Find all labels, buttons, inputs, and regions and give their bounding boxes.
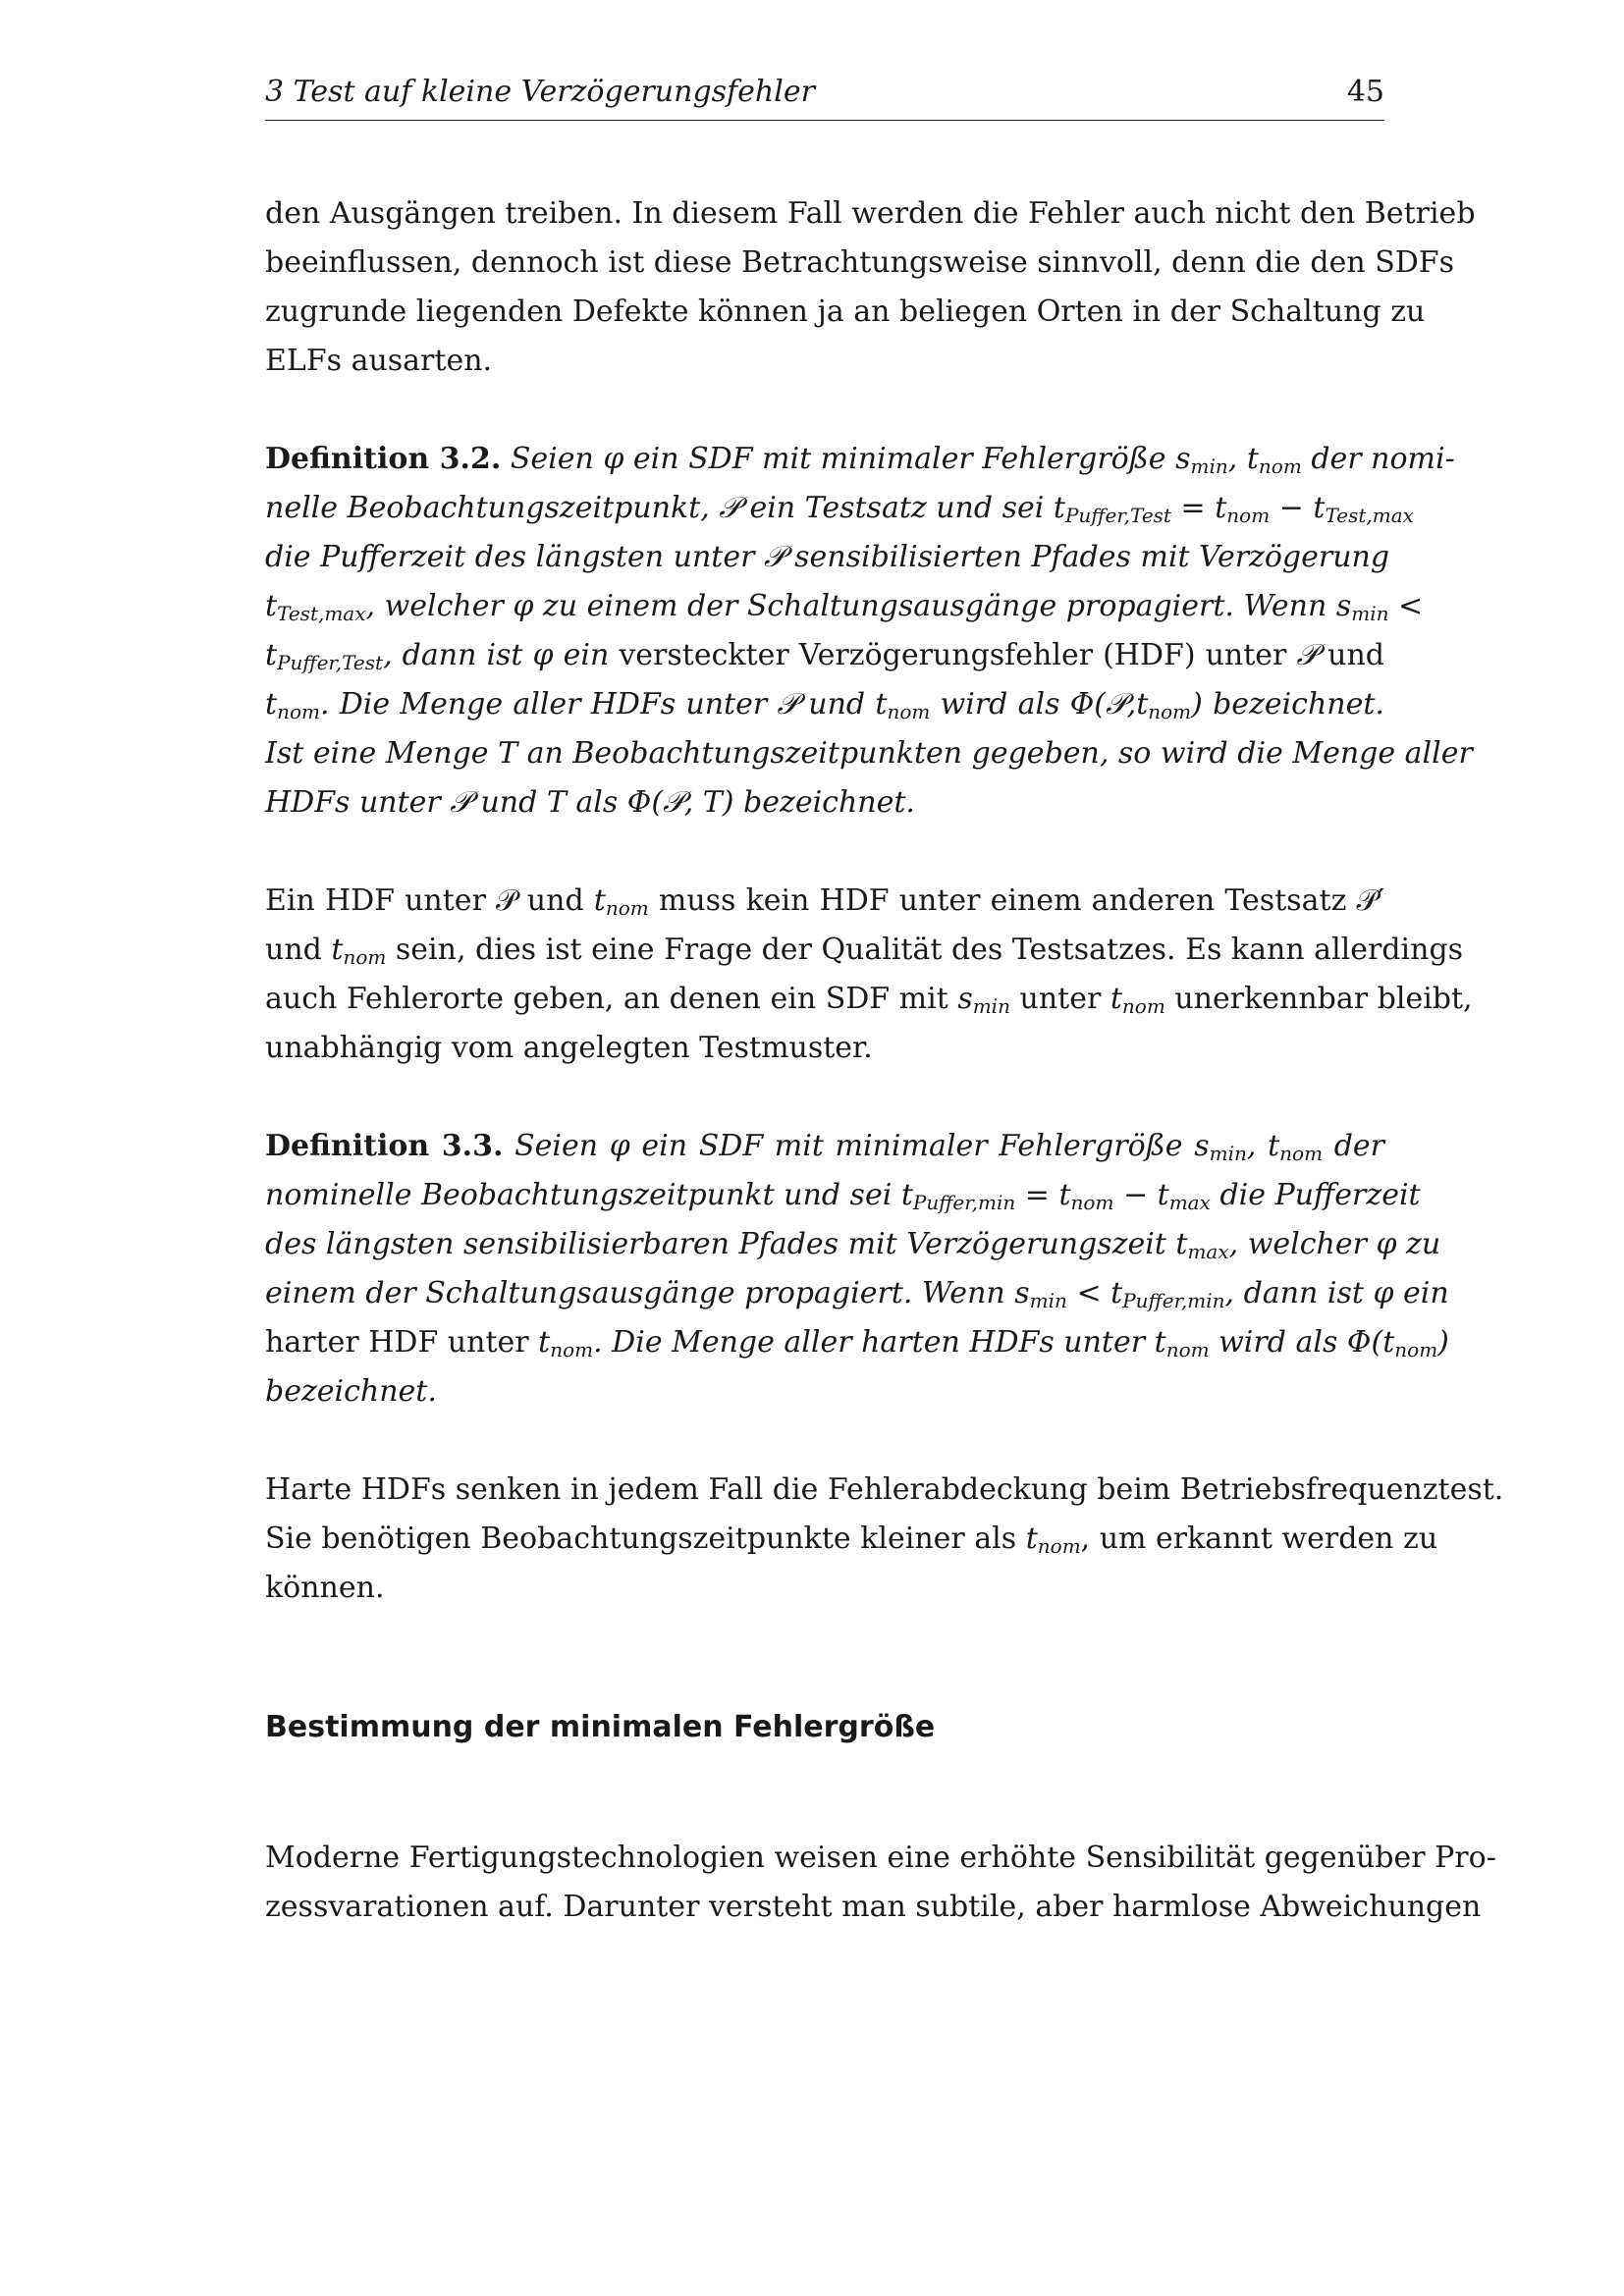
definition-line: $t_{Test,max}$, welcher φ zu einem der Schaltungsausgänge propagiert. Wenn $s_{min}$ < [265, 589, 1424, 625]
definition-line: einem der Schaltungsausgänge propagiert. Wenn $s_{min} < t_{Puffer,min}$, dann ist φ ein [265, 1276, 1449, 1312]
text-line: ELFs ausarten. [265, 344, 493, 378]
text-line: Moderne Fertigungstechnologien weisen eine erhöhte Sensibilität gegenüber Pro- [265, 1841, 1496, 1875]
paragraph-1 [265, 189, 1476, 386]
definition-line: Definition 3.2. Seien φ ein SDF mit minimaler Fehlergröße $s_{min}$, $t_{nom}$ der nomi- [265, 442, 1455, 478]
text-line: können. [265, 1571, 385, 1605]
section-heading: Bestimmung der minimalen Fehlergröße [265, 1710, 936, 1744]
text-line: beeinflussen, dennoch ist diese Betrachtungsweise sinnvoll, denn die den SDFs [265, 245, 1455, 280]
text-line: und $t_{nom}$ sein, dies ist eine Frage der Qualität des Testsatzes. Es kann allerdings [265, 933, 1464, 969]
text-line: Sie benötigen Beobachtungszeitpunkte kleiner als $t_{nom}$, um erkannt werden zu [265, 1522, 1438, 1558]
definition-line: $t_{nom}$. Die Menge aller HDFs unter 𝒫 und $t_{nom}$ wird als $\Phi(𝒫,t_{nom})$ bezeichnet. [265, 687, 1384, 723]
definition-label: Definition 3.3. [265, 1129, 504, 1163]
paragraph-4 [265, 1834, 1496, 1932]
text-line: Harte HDFs senken in jedem Fall die Fehlerabdeckung beim Betriebsfrequenztest. [265, 1472, 1504, 1507]
definition-line: nominelle Beobachtungszeitpunkt und sei $t_{Puffer,min} = t_{nom} - t_{max}$ die Pufferzeit [265, 1178, 1421, 1214]
text-line: unabhängig vom angelegten Testmuster. [265, 1031, 873, 1065]
definition-3-2 [265, 435, 1473, 828]
paragraph-3 [265, 1466, 1504, 1613]
definition-label: Definition 3.2. [265, 442, 502, 476]
text-line: auch Fehlerorte geben, an denen ein SDF mit $s_{min}$ unter $t_{nom}$ unerkennbar bleibt, [265, 982, 1473, 1018]
chapter-title: 3 Test auf kleine Verzögerungsfehler [265, 75, 815, 109]
definition-line: Ist eine Menge T an Beobachtungszeitpunkten gegeben, so wird die Menge aller [265, 736, 1473, 771]
paragraph-2 [265, 877, 1473, 1073]
definition-3-3 [265, 1122, 1449, 1416]
text-line: Ein HDF unter 𝒫 und $t_{nom}$ muss kein HDF unter einem anderen Testsatz 𝒫′ [265, 883, 1384, 920]
running-header [265, 73, 1384, 121]
definition-line: harter HDF unter $t_{nom}$. Die Menge aller harten HDFs unter $t_{nom}$ wird als $\Phi(t_{nom})$ [265, 1325, 1449, 1362]
text-line: zugrunde liegenden Defekte können ja an beliegen Orten in der Schaltung zu [265, 294, 1426, 329]
definition-line: nelle Beobachtungszeitpunkt, 𝒫 ein Testsatz und sei $t_{Puffer,Test} = t_{nom} - t_{Test,max}$ [265, 491, 1414, 527]
text-line: zessvarationen auf. Darunter versteht man subtile, aber harmlose Abweichungen [265, 1890, 1482, 1924]
definition-line: die Pufferzeit des längsten unter 𝒫 sensibilisierten Pfades mit Verzögerung [265, 540, 1390, 574]
page-number: 45 [1346, 75, 1384, 109]
definition-line: des längsten sensibilisierbaren Pfades mit Verzögerungszeit $t_{max}$, welcher φ zu [265, 1227, 1441, 1263]
definition-line: HDFs unter 𝒫 und T als Φ(𝒫, T) bezeichnet. [265, 785, 915, 820]
definition-line: bezeichnet. [265, 1374, 437, 1409]
definition-line: $t_{Puffer,Test}$, dann ist φ ein versteckter Verzögerungsfehler (HDF) unter 𝒫 und [265, 638, 1384, 674]
text-line: den Ausgängen treiben. In diesem Fall werden die Fehler auch nicht den Betrieb [265, 196, 1476, 231]
definition-line: Definition 3.3. Seien φ ein SDF mit minimaler Fehlergröße $s_{min}$, $t_{nom}$ der [265, 1129, 1384, 1165]
